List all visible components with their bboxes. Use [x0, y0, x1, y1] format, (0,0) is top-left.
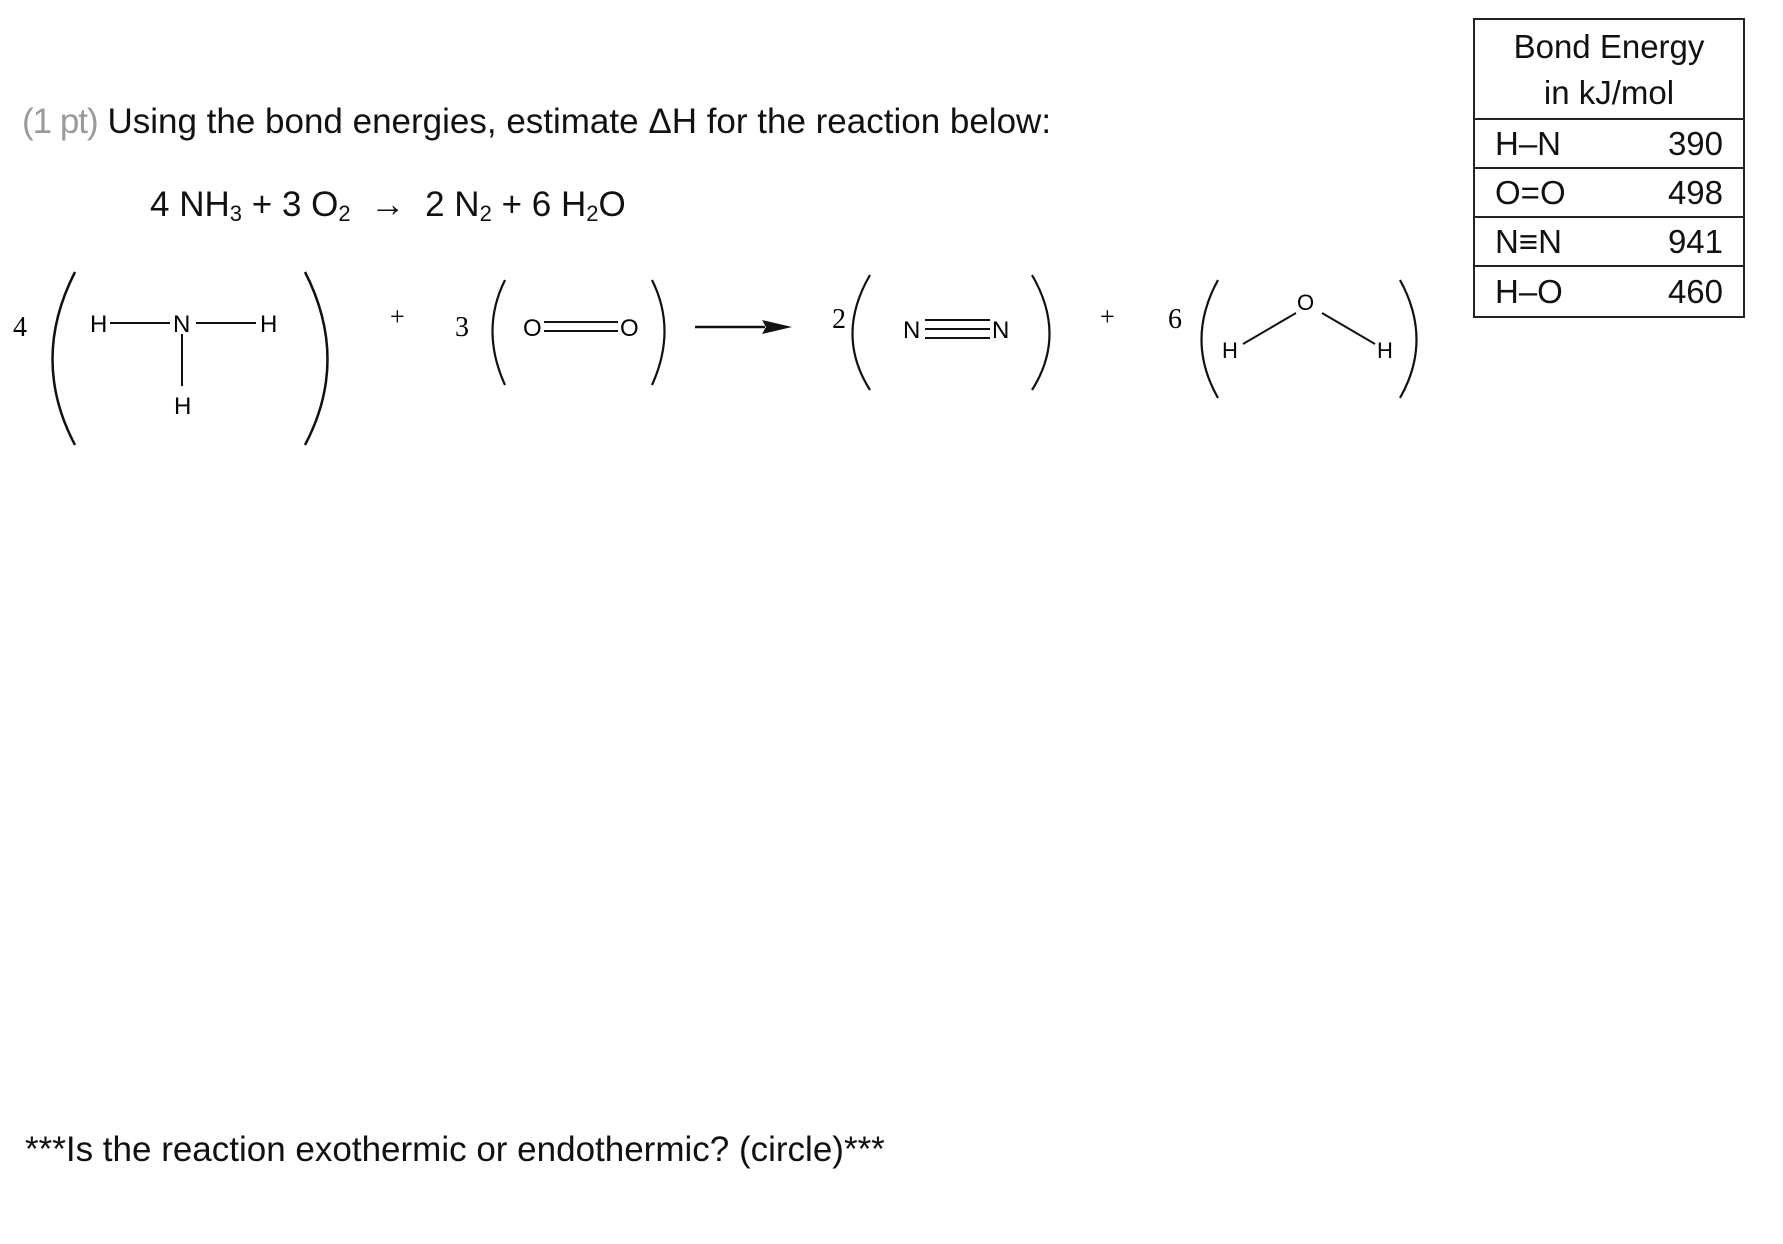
plus-sign: +	[1100, 302, 1115, 331]
nitrogen-coefficient: 2	[832, 304, 846, 335]
atom-n: N	[903, 317, 921, 344]
product-nitrogen: 2 $N_2$	[425, 185, 492, 226]
left-paren	[853, 275, 871, 390]
atom-h: H	[1377, 338, 1393, 363]
reaction-arrow-drawing	[695, 320, 792, 334]
atom-o: O	[1297, 290, 1315, 315]
left-paren	[493, 280, 506, 385]
question-text	[22, 102, 1051, 142]
points-label: (1 pt)	[22, 102, 98, 141]
table-row	[1475, 120, 1743, 169]
balanced-equation	[150, 185, 626, 225]
bond-energy-value: 390	[1667, 124, 1723, 162]
ammonia-structure	[13, 272, 328, 445]
table-header-title: Bond Energy	[1513, 28, 1705, 65]
bond-type: H–O	[1495, 272, 1563, 310]
atom-h: H	[260, 311, 278, 338]
atom-h: H	[1222, 338, 1238, 363]
reactant-ammonia: 4 $NH_3$	[150, 185, 243, 226]
atom-n: N	[173, 311, 191, 338]
water-coefficient: 6	[1168, 304, 1182, 335]
plus-sign: +	[390, 302, 405, 331]
table-row	[1475, 218, 1743, 267]
left-paren	[1202, 280, 1219, 398]
right-paren	[1400, 280, 1417, 398]
ammonia-coefficient: 4	[13, 312, 27, 343]
bond-energy-table	[1473, 18, 1745, 318]
bond-type: N≡N	[1495, 222, 1562, 260]
bond-type: O=O	[1495, 173, 1566, 211]
nitrogen-structure	[832, 275, 1050, 390]
oxygen-structure	[455, 280, 665, 385]
water-structure	[1168, 280, 1417, 398]
right-paren	[305, 272, 328, 445]
table-row	[1475, 169, 1743, 218]
right-paren	[1032, 275, 1050, 390]
bond-energy-value: 941	[1667, 222, 1723, 260]
bond-energy-value: 460	[1667, 272, 1723, 310]
table-header	[1475, 20, 1743, 120]
left-paren	[53, 272, 76, 445]
table-header-units: in kJ/mol	[1543, 74, 1675, 111]
atom-n: N	[992, 317, 1010, 344]
reactant-oxygen: 3 $O_2$	[281, 185, 351, 226]
question-prompt: Using the bond energies, estimate ΔH for the reaction below:	[107, 102, 1052, 141]
structure-diagram	[0, 260, 1480, 460]
reaction-arrow: →	[370, 185, 406, 224]
atom-h: H	[90, 311, 108, 338]
atom-o: O	[620, 315, 639, 342]
equation-plus: +	[501, 185, 523, 224]
product-water: 6 $H_2O$	[531, 185, 626, 226]
atom-o: O	[523, 315, 542, 342]
atom-h: H	[174, 393, 192, 420]
bond-energy-value: 498	[1667, 173, 1723, 211]
table-row	[1475, 267, 1743, 316]
oxygen-coefficient: 3	[455, 312, 469, 343]
bond-type: H–N	[1495, 124, 1562, 162]
right-paren	[652, 280, 665, 385]
equation-plus: +	[251, 185, 273, 224]
exothermic-prompt: ***Is the reaction exothermic or endothermic? (circle)***	[25, 1130, 885, 1169]
